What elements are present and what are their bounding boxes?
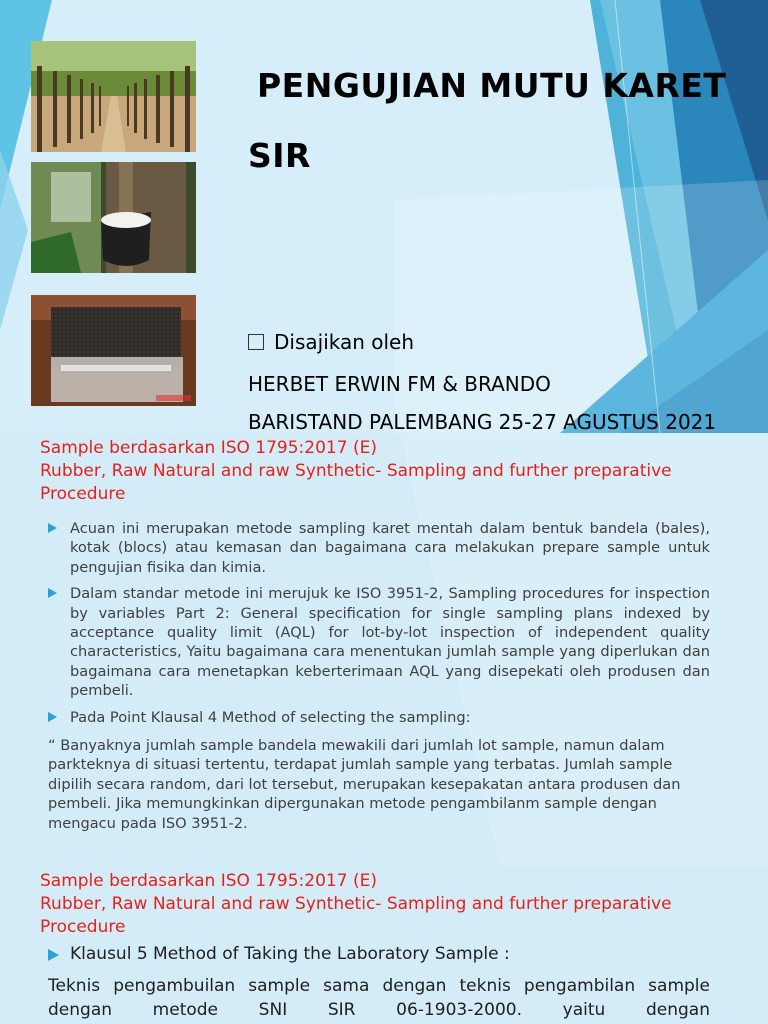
slide-title-line1: PENGUJIAN MUTU KARET	[257, 66, 727, 105]
heading-line2: Rubber, Raw Natural and raw Synthetic- Sampling and further preparative Procedure	[40, 461, 672, 504]
triangle-bullet-icon	[48, 949, 59, 961]
quote-paragraph: “ Banyaknya jumlah sample bandela mewakili dari jumlah lot sample, namun dalam parkteknya di situasi tertentu, terdapat jumlah sample yang terbatas. Jumlah sample dipilih secara random, dari lot tersebut, merupakan kesepakatan antara produsen dan pembeli. Jika memungkinkan dipergunakan metode pengambilanm sample dengan mengacu pada ISO 3951-2.	[48, 737, 681, 832]
triangle-bullet-icon	[48, 588, 57, 598]
triangle-bullet-icon	[48, 523, 57, 533]
latex-cup-photo	[31, 162, 196, 273]
rubber-plantation-photo	[31, 41, 196, 152]
heading-line1: Sample berdasarkan ISO 1795:2017 (E)	[40, 438, 377, 458]
list-item: Pada Point Klausal 4 Method of selecting the sampling:	[48, 708, 710, 727]
rubber-block-photo	[31, 295, 196, 406]
triangle-bullet-icon	[48, 712, 57, 722]
iso-sampling-slide	[0, 433, 768, 867]
laboratory-sample-slide	[0, 867, 768, 1024]
slide-title-line2: SIR	[248, 136, 311, 175]
title-slide	[0, 0, 768, 433]
body-paragraph: Teknis pengambuilan sample sama dengan teknis pengambilan sample dengan metode SNI SIR 06-1903-2000. yaitu dengan	[48, 976, 710, 1020]
bullet-list	[48, 519, 710, 734]
slide-heading	[40, 437, 740, 506]
heading-line1: Sample berdasarkan ISO 1795:2017 (E)	[40, 871, 377, 891]
presented-by-label: Disajikan oleh	[274, 330, 415, 354]
checkbox-bullet-icon	[248, 334, 264, 350]
list-item: Acuan ini merupakan metode sampling karet mentah dalam bentuk bandela (bales), kotak (blocs) atau kemasan dan bagaimana cara melakukan prepare sample untuk pengujian fisika dan kimia.	[48, 519, 710, 577]
slide-heading	[40, 870, 740, 939]
list-item: Dalam standar metode ini merujuk ke ISO 3951-2, Sampling procedures for inspection by variables Part 2: General specification for single sampling plans indexed by acceptance quality limit (AQL) for lot-by-lot inspection of independent quality characteristics, Yaitu bagaimana cara menentukan jumlah sample yang diperlukan dan bagaimana cara menetapkan keberterimaan AQL yang disepekati oleh produsen dan pembeli.	[48, 584, 710, 700]
presented-by	[248, 330, 414, 354]
klausul-text: Klausul 5 Method of Taking the Laboratory Sample :	[70, 944, 510, 964]
klausul-bullet	[48, 944, 510, 964]
venue-date: BARISTAND PALEMBANG 25-27 AGUSTUS 2021	[248, 410, 717, 433]
heading-line2: Rubber, Raw Natural and raw Synthetic- Sampling and further preparative Procedure	[40, 894, 672, 937]
author-name: HERBET ERWIN FM & BRANDO	[248, 372, 551, 396]
